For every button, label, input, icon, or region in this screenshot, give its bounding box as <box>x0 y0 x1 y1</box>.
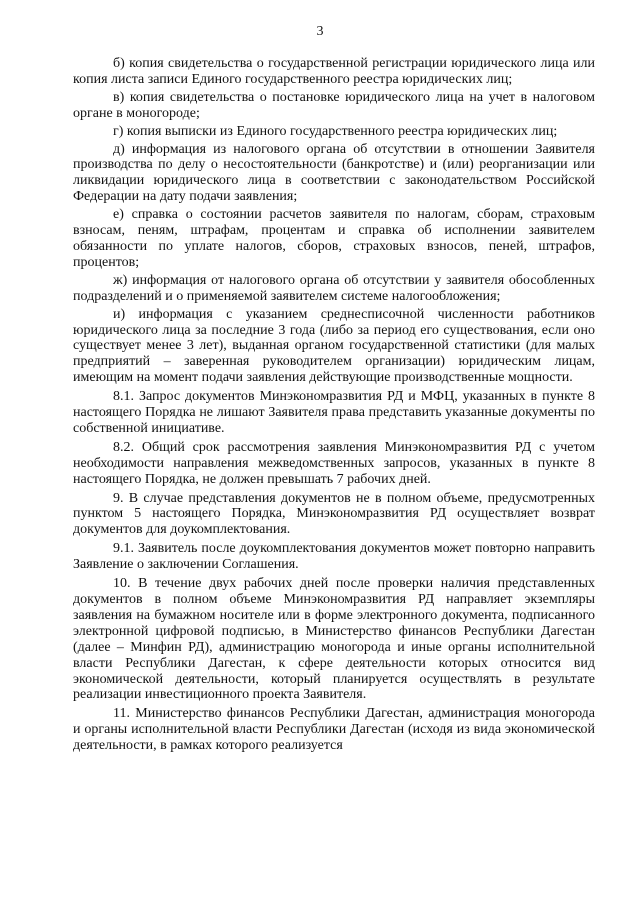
document-body <box>73 56 595 754</box>
paragraph-g: г) копия выписки из Единого государственного реестра юридических лиц; <box>113 123 558 139</box>
page-number: 3 <box>316 24 324 39</box>
paragraph-e: е) справка о состоянии расчетов заявителя по налогам, сборам, страховым взносам, пеням, штрафам, процентам и справка об исполнении заявителем обязанности по уплате налогов, сборов, страховых взносов, пеней, штрафов, процентов; <box>73 207 595 270</box>
paragraph-10: 10. В течение двух рабочих дней после проверки наличия представленных документов в полном объеме Минэкономразвития РД направляет экземпляры заявления на бумажном носителе или в форме электронного документа, подписанного электронной цифровой подписью, в Министерство финансов Республики Дагестан (далее – Минфин РД), администрацию моногорода и иные органы исполнительной власти Республики Дагестан, к сфере деятельности которых относится вид экономической деятельности, который планируется осуществлять в результате реализации инвестиционного проекта Заявителя. <box>73 576 595 703</box>
paragraph-i: и) информация с указанием среднесписочной численности работников юридического лица за последние 3 года (либо за период его существования, если оно существует менее 3 лет), выданная органом государственной статистики (для малых предприятий – заверенная руководителем организации) юридическим лицам, имеющим на момент подачи заявления действующие производственные мощности. <box>73 306 595 386</box>
paragraph-zh: ж) информация от налогового органа об отсутствии у заявителя обособленных подразделений и о применяемой заявителем системе налогообложения; <box>73 272 595 304</box>
paragraph-b: б) копия свидетельства о государственной регистрации юридического лица или копия листа записи Единого государственного реестра юридических лиц; <box>73 56 595 87</box>
paragraph-v: в) копия свидетельства о постановке юридического лица на учет в налоговом органе в моногороде; <box>73 89 595 121</box>
paragraph-9: 9. В случае представления документов не в полном объеме, предусмотренных пунктом 5 настоящего Порядка, Минэкономразвития РД осуществляет возврат документов для доукомплектования. <box>73 490 595 538</box>
paragraph-9-1: 9.1. Заявитель после доукомплектования документов может повторно направить Заявление о заключении Соглашения. <box>73 541 595 573</box>
paragraph-8-2: 8.2. Общий срок рассмотрения заявления Минэкономразвития РД с учетом необходимости направления межведомственных запросов, указанных в пункте 8 настоящего Порядка, не должен превышать 7 рабочих дней. <box>73 439 595 487</box>
paragraph-d: д) информация из налогового органа об отсутствии в отношении Заявителя производства по делу о несостоятельности (банкротстве) и (или) реорганизации или ликвидации юридического лица в соответствии с законодательством Российской Федерации на дату подачи заявления; <box>73 141 595 205</box>
paragraph-11: 11. Министерство финансов Республики Дагестан, администрация моногорода и органы исполнительной власти Республики Дагестан (исходя из вида экономической деятельности, в рамках которого реализуется <box>73 706 595 754</box>
paragraph-8-1: 8.1. Запрос документов Минэкономразвития РД и МФЦ, указанных в пункте 8 настоящего Порядка не лишают Заявителя права представить указанные документы по собственной инициативе. <box>73 389 595 436</box>
